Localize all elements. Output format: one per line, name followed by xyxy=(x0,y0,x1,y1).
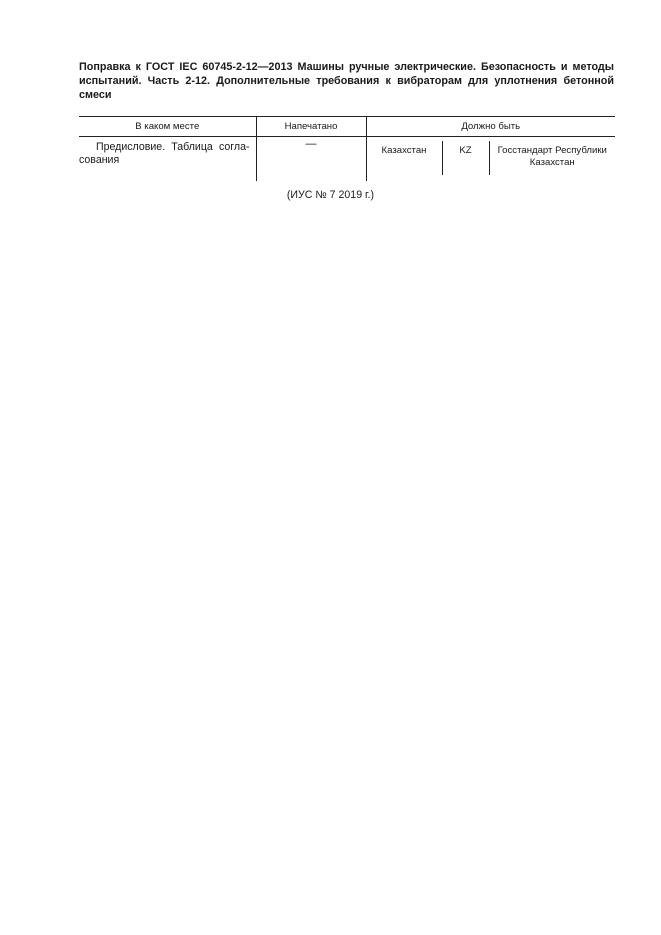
table-row xyxy=(79,137,615,182)
header-place: В каком месте xyxy=(79,117,256,137)
cell-country: Казахстан xyxy=(381,145,427,156)
should-be-group xyxy=(367,137,616,175)
table-header-row xyxy=(79,117,615,137)
header-should-be: Должно быть xyxy=(366,117,615,137)
cell-agency: Госстандарт Республики Казахстан xyxy=(497,145,607,168)
cell-code: KZ xyxy=(442,141,490,175)
errata-table xyxy=(79,116,615,181)
source-reference: (ИУС № 7 2019 г.) xyxy=(286,189,375,201)
cell-place: Предисловие. Таблица согла-сования xyxy=(79,137,256,182)
cell-should-be xyxy=(366,137,615,182)
header-printed: Напечатано xyxy=(256,117,366,137)
errata-heading: Поправка к ГОСТ IEC 60745-2-12—2013 Машины ручные электрические. Безопасность и методы испытаний. Часть 2-12. Дополнительные требования к вибраторам для уплотнения бетонной смеси xyxy=(79,61,614,101)
cell-printed: — xyxy=(256,137,366,182)
